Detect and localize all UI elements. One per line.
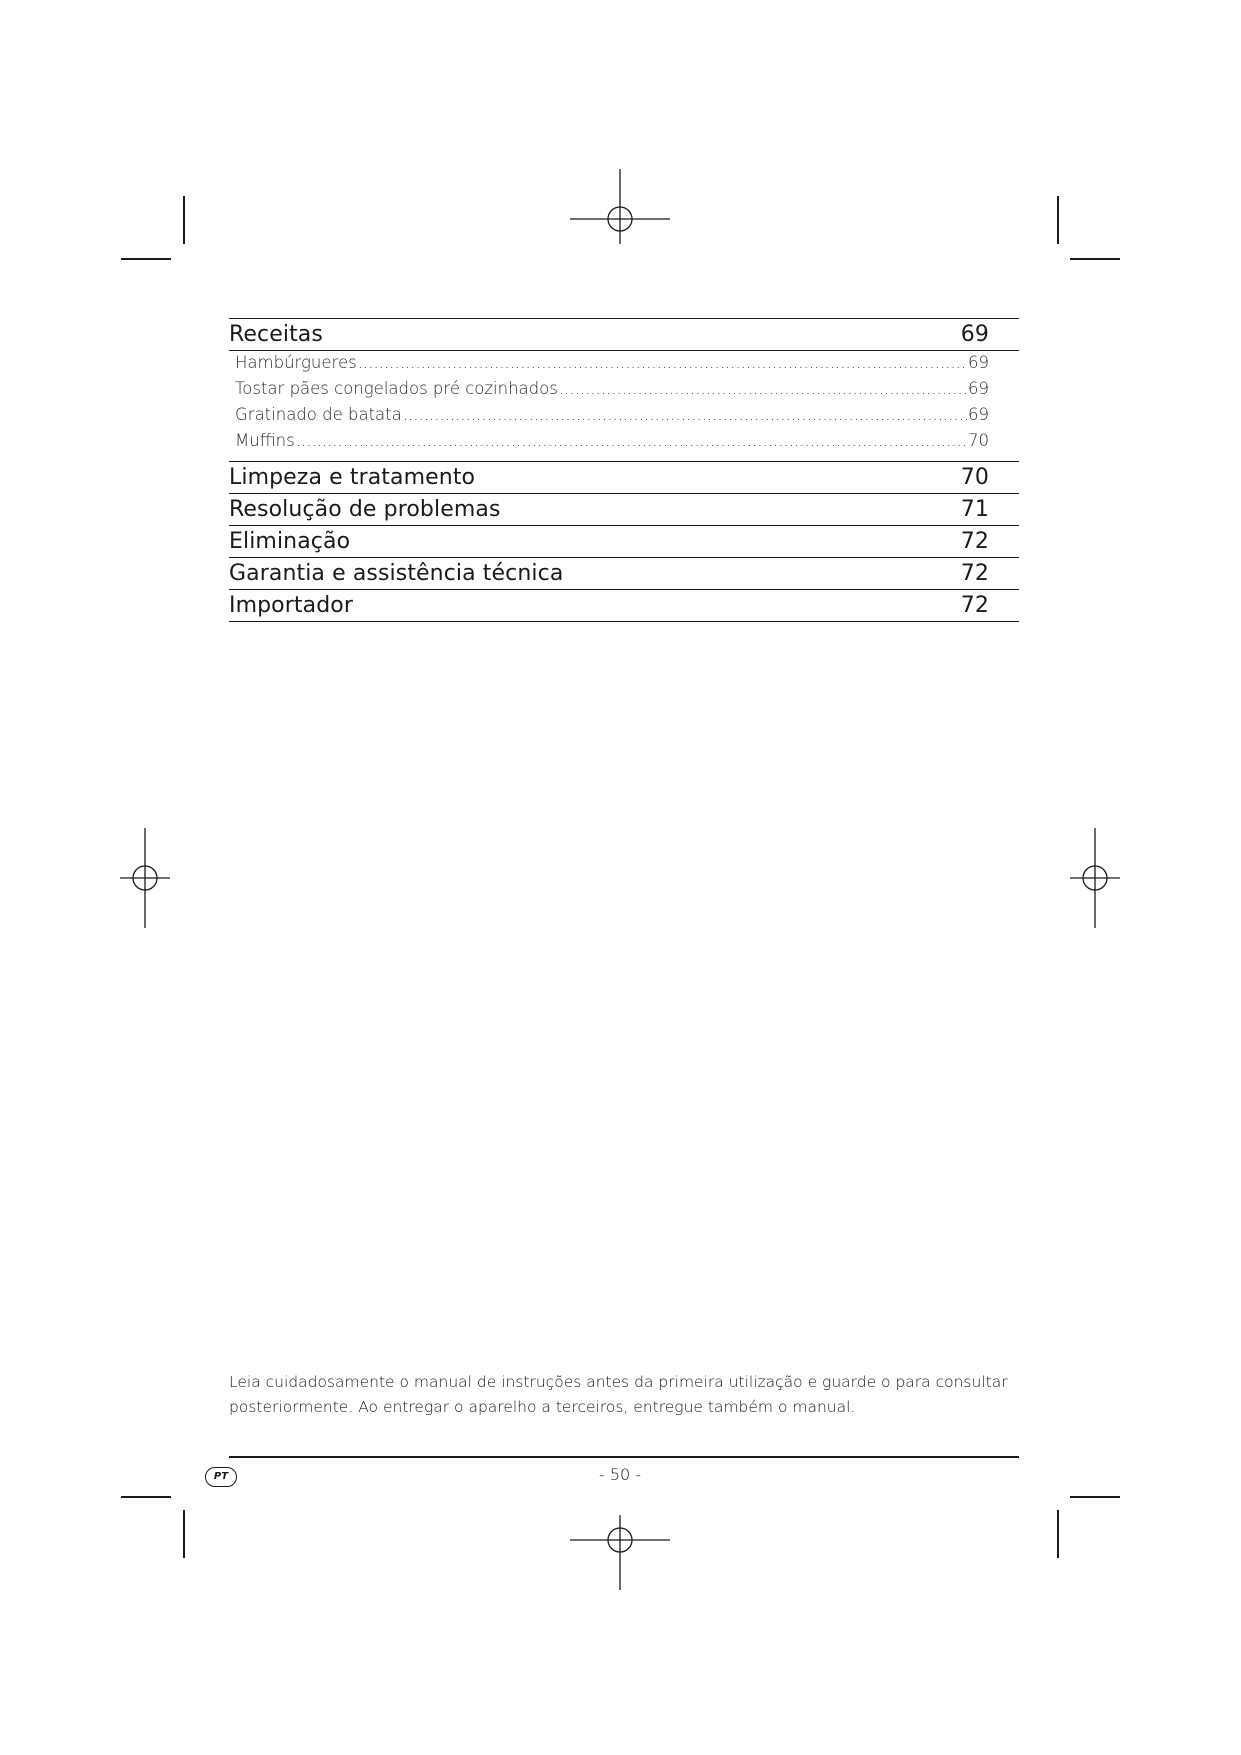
footer-divider <box>229 1456 1019 1458</box>
toc-subsection-label: Tostar pães congelados pré cozinhados <box>235 379 558 398</box>
dot-leader <box>296 431 967 450</box>
toc-section-garantia <box>229 557 1019 589</box>
toc-subsection-row[interactable] <box>235 379 989 405</box>
toc-section-row[interactable] <box>229 462 1019 493</box>
crop-mark-top-left-v <box>183 196 185 244</box>
toc-section-title: Receitas <box>229 322 323 347</box>
toc-subsection-label: Gratinado de batata <box>235 405 402 424</box>
registration-mark-right <box>1070 828 1170 928</box>
toc-section-importador <box>229 589 1019 622</box>
dot-leader <box>403 405 967 424</box>
toc-section-row[interactable] <box>229 558 1019 589</box>
toc-section-row[interactable] <box>229 590 1019 621</box>
toc-section-title: Garantia e assistência técnica <box>229 561 564 586</box>
dot-leader <box>358 353 967 372</box>
toc-section-page: 71 <box>960 497 989 522</box>
crop-mark-top-right-v <box>1057 196 1059 244</box>
toc-section-page: 70 <box>960 465 989 490</box>
toc-section-page: 72 <box>960 529 989 554</box>
toc-subsection-row[interactable] <box>235 431 989 457</box>
toc-subsection-row[interactable] <box>235 353 989 379</box>
toc-subsection-row[interactable] <box>235 405 989 431</box>
crop-mark-top-right-h <box>1070 258 1120 260</box>
toc-subsection-page: 69 <box>968 379 989 398</box>
toc-section-eliminacao <box>229 525 1019 557</box>
page-number: - 50 - <box>598 1465 642 1484</box>
toc-subsection-list <box>229 350 1019 461</box>
toc-section-page: 72 <box>960 561 989 586</box>
toc-section-row[interactable] <box>229 319 1019 350</box>
toc-section-title: Importador <box>229 593 353 618</box>
crop-mark-bottom-right-v <box>1057 1510 1059 1558</box>
language-badge: PT <box>205 1467 237 1487</box>
toc-subsection-page: 69 <box>968 353 989 372</box>
toc-subsection-page: 70 <box>968 431 989 450</box>
registration-mark-left <box>120 828 220 928</box>
instruction-note: Leia cuidadosamente o manual de instruções antes da primeira utilização e guarde o para consultar posteriormente. Ao entregar o aparelho a terceiros, entregue também o manual. <box>229 1373 1008 1416</box>
registration-mark-top <box>570 169 670 269</box>
toc-subsection-page: 69 <box>968 405 989 424</box>
toc-section-title: Resolução de problemas <box>229 497 501 522</box>
toc-subsection-label: Hambúrgueres <box>235 353 357 372</box>
crop-mark-top-left-h <box>121 258 171 260</box>
dot-leader <box>559 379 967 398</box>
toc-section-resolucao <box>229 493 1019 525</box>
table-of-contents <box>229 318 1019 622</box>
toc-section-page: 69 <box>960 322 989 347</box>
toc-section-limpeza <box>229 461 1019 493</box>
toc-subsection-label: Muffins <box>235 431 295 450</box>
toc-section-row[interactable] <box>229 494 1019 525</box>
toc-section-receitas <box>229 318 1019 461</box>
crop-mark-bottom-left-h <box>121 1496 171 1498</box>
crop-mark-bottom-right-h <box>1070 1496 1120 1498</box>
registration-mark-bottom <box>570 1490 670 1590</box>
toc-section-row[interactable] <box>229 526 1019 557</box>
toc-section-page: 72 <box>960 593 989 618</box>
toc-section-title: Limpeza e tratamento <box>229 465 476 490</box>
toc-section-title: Eliminação <box>229 529 351 554</box>
crop-mark-bottom-left-v <box>183 1510 185 1558</box>
